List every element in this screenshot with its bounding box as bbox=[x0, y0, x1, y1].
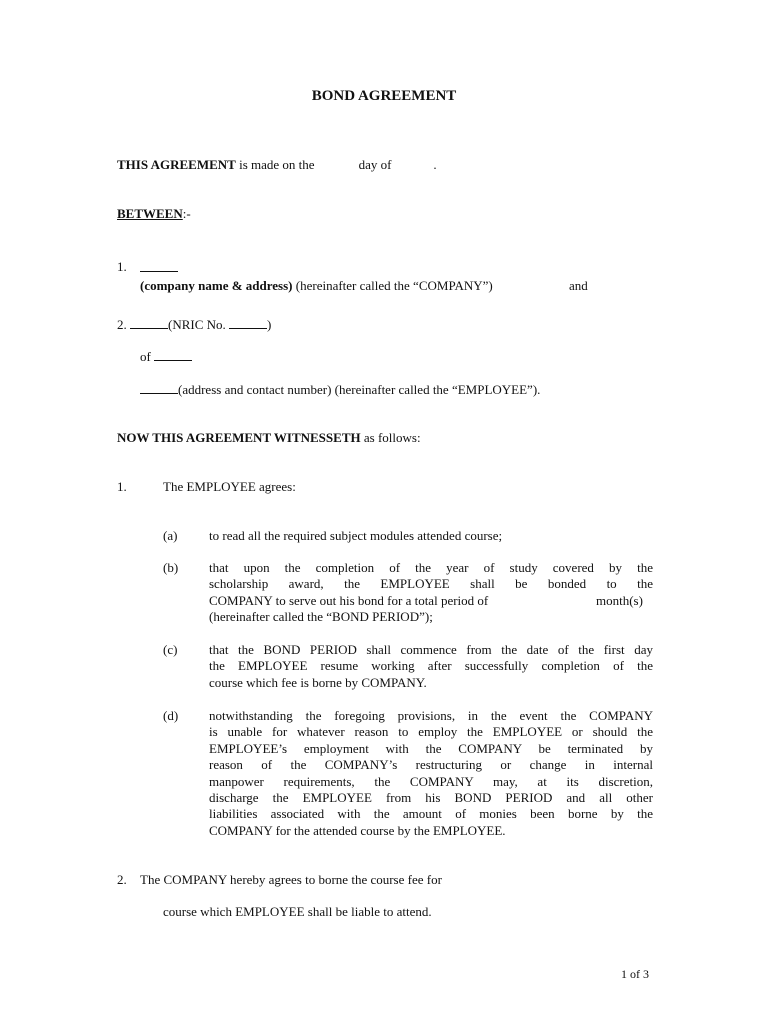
item-a-label: (a) bbox=[163, 528, 178, 543]
party2-number: 2. bbox=[117, 317, 127, 332]
item-d-line: EMPLOYEE’s employment with the COMPANY be terminated by bbox=[209, 740, 653, 756]
party2-nric-close: ) bbox=[267, 317, 272, 332]
item-d-line: notwithstanding the foregoing provisions, in the event the COMPANY bbox=[209, 708, 653, 723]
item-c-line: the EMPLOYEE resume working after successfully completion of the bbox=[209, 658, 653, 674]
intro-line bbox=[117, 157, 437, 173]
clause2-line2: course which EMPLOYEE shall be liable to attend. bbox=[163, 904, 432, 919]
item-b-line bbox=[209, 593, 653, 609]
party1-desc: (hereinafter called the “COMPANY”) bbox=[292, 278, 493, 293]
party2-address-line bbox=[140, 381, 540, 398]
party1-blank bbox=[140, 259, 178, 276]
witnesseth-line bbox=[117, 430, 421, 446]
clause2-number: 2. bbox=[117, 872, 127, 887]
item-b-months: month(s) bbox=[596, 592, 643, 608]
between-suffix: :- bbox=[182, 206, 191, 221]
item-b-text bbox=[209, 560, 653, 626]
intro-end: . bbox=[433, 157, 437, 172]
item-d-line: is unable for whatever reason to employ the EMPLOYEE or should the bbox=[209, 724, 653, 740]
witnesseth-rest: as follows: bbox=[360, 430, 421, 445]
item-d-line: manpower requirements, the COMPANY may, at its discretion, bbox=[209, 773, 653, 789]
party1-description bbox=[140, 278, 493, 294]
item-d-line: discharge the EMPLOYEE from his BOND PERIOD and all other bbox=[209, 790, 653, 806]
intro-bold: THIS AGREEMENT bbox=[117, 157, 236, 172]
item-c-text bbox=[209, 642, 653, 691]
item-d-line: COMPANY for the attended course by the EMPLOYEE. bbox=[209, 822, 506, 838]
intro-made-on: is made on the bbox=[235, 157, 315, 172]
party2-line bbox=[117, 316, 271, 333]
party2-address: (address and contact number) (hereinafter called the “EMPLOYEE”). bbox=[178, 382, 541, 397]
item-a-text: to read all the required subject modules attended course; bbox=[209, 528, 503, 543]
page-number: 1 of 3 bbox=[621, 967, 649, 981]
between-label: BETWEEN bbox=[117, 206, 183, 221]
witnesseth-bold: NOW THIS AGREEMENT WITNESSETH bbox=[117, 430, 361, 445]
clause1-text: The EMPLOYEE agrees: bbox=[163, 479, 296, 494]
between-heading bbox=[117, 206, 191, 222]
party1-name-bold: (company name & address) bbox=[140, 278, 293, 293]
document-title: BOND AGREEMENT bbox=[311, 88, 457, 104]
item-c-label: (c) bbox=[163, 642, 178, 657]
intro-day-of: day of bbox=[358, 157, 392, 172]
item-d-label: (d) bbox=[163, 708, 179, 723]
party1-and: and bbox=[569, 278, 588, 293]
item-b-line: that upon the completion of the year of study covered by the bbox=[209, 560, 653, 575]
party2-of-line bbox=[140, 348, 192, 365]
party2-of: of bbox=[140, 349, 155, 364]
item-d-line: liabilities associated with the amount of monies been borne by the bbox=[209, 806, 653, 822]
party1-number: 1. bbox=[117, 259, 127, 274]
item-b-period-text: COMPANY to serve out his bond for a total period of bbox=[209, 592, 489, 608]
party2-nric: (NRIC No. bbox=[168, 317, 230, 332]
item-b-line: scholarship award, the EMPLOYEE shall be bonded to the bbox=[209, 576, 653, 592]
item-b-label: (b) bbox=[163, 560, 179, 575]
clause2-line1: The COMPANY hereby agrees to borne the course fee for bbox=[140, 872, 442, 887]
item-b-line: (hereinafter called the “BOND PERIOD”); bbox=[209, 609, 433, 625]
item-d-text bbox=[209, 708, 653, 839]
item-c-line: course which fee is borne by COMPANY. bbox=[209, 674, 427, 690]
item-d-line: reason of the COMPANY’s restructuring or change in internal bbox=[209, 757, 653, 773]
item-c-line: that the BOND PERIOD shall commence from the date of the first day bbox=[209, 642, 653, 657]
clause1-number: 1. bbox=[117, 479, 127, 494]
